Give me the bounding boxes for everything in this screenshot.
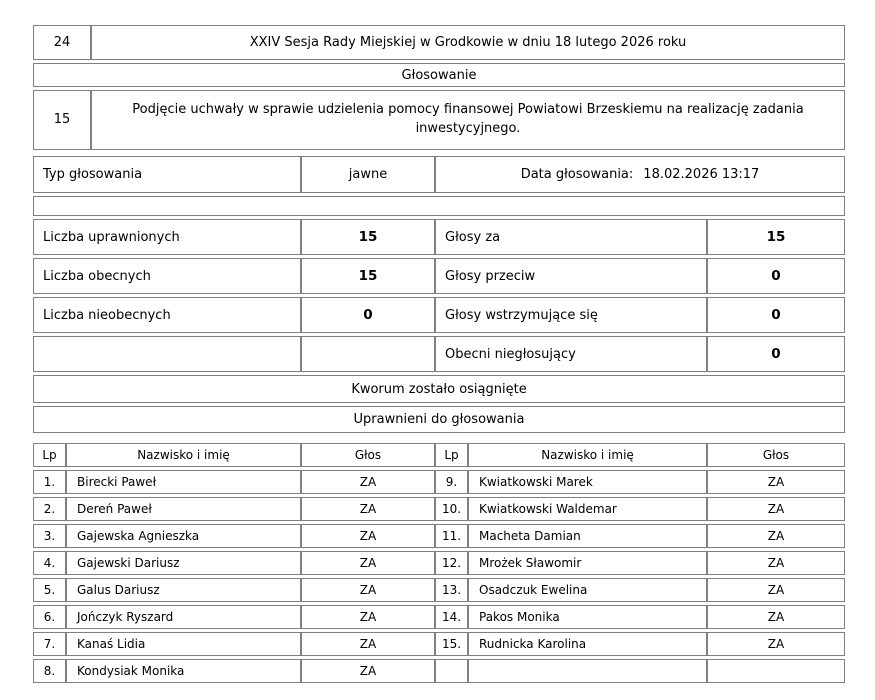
voter-vote: ZA (707, 551, 845, 575)
voter-vote (707, 659, 845, 683)
voter-name: Gajewska Agnieszka (66, 524, 301, 548)
stats-row (33, 219, 845, 255)
voter-vote: ZA (301, 578, 435, 602)
session-row (33, 25, 845, 60)
voter-name: Macheta Damian (468, 524, 707, 548)
stat-label-absent: Liczba nieobecnych (33, 297, 301, 333)
stat-value-present: 15 (301, 258, 435, 294)
stat-label-votes-for: Głosy za (435, 219, 707, 255)
col-header-name-left: Nazwisko i imię (66, 443, 301, 467)
voter-row (33, 578, 845, 602)
agenda-item-description: Podjęcie uchwały w sprawie udzielenia pomocy finansowej Powiatowi Brzeskiemu na realizację zadania inwestycyjnego. (91, 90, 845, 150)
voter-row (33, 632, 845, 656)
voter-number: 11. (435, 524, 468, 548)
agenda-item-number: 15 (33, 90, 91, 150)
voter-name: Pakos Monika (468, 605, 707, 629)
spacer-cell (33, 196, 845, 216)
quorum-row (33, 375, 845, 403)
col-header-vote-right: Głos (707, 443, 845, 467)
stat-label-votes-against: Głosy przeciw (435, 258, 707, 294)
eligible-voters-title: Uprawnieni do głosowania (33, 406, 845, 433)
voter-vote: ZA (301, 497, 435, 521)
voter-number: 10. (435, 497, 468, 521)
voter-vote: ZA (707, 524, 845, 548)
voter-number: 14. (435, 605, 468, 629)
voter-vote: ZA (301, 524, 435, 548)
voter-number: 8. (33, 659, 66, 683)
voter-number: 4. (33, 551, 66, 575)
voting-date-cell (435, 156, 845, 193)
voter-name: Kanaś Lidia (66, 632, 301, 656)
voter-vote: ZA (707, 632, 845, 656)
voter-vote: ZA (707, 605, 845, 629)
spacer-row (33, 196, 845, 216)
voter-number: 9. (435, 470, 468, 494)
voter-number: 13. (435, 578, 468, 602)
stat-value-abstained: 0 (707, 297, 845, 333)
voter-number: 12. (435, 551, 468, 575)
voter-number: 2. (33, 497, 66, 521)
voting-report-document (33, 22, 845, 686)
voting-type-value: jawne (301, 156, 435, 193)
col-header-name-right: Nazwisko i imię (468, 443, 707, 467)
stat-label-present-not-voting: Obecni niegłosujący (435, 336, 707, 372)
voter-row (33, 551, 845, 575)
voter-number: 1. (33, 470, 66, 494)
voter-name: Dereń Paweł (66, 497, 301, 521)
col-header-vote-left: Głos (301, 443, 435, 467)
stats-row (33, 336, 845, 372)
stat-label-present: Liczba obecnych (33, 258, 301, 294)
voter-name: Mrożek Sławomir (468, 551, 707, 575)
stats-row (33, 258, 845, 294)
voting-stats-table (33, 153, 845, 436)
voter-number: 15. (435, 632, 468, 656)
voter-name: Rudnicka Karolina (468, 632, 707, 656)
voter-row (33, 605, 845, 629)
voter-number: 6. (33, 605, 66, 629)
voter-number: 3. (33, 524, 66, 548)
voter-row (33, 470, 845, 494)
stat-value-present-not-voting: 0 (707, 336, 845, 372)
voter-name: Jończyk Ryszard (66, 605, 301, 629)
voters-header-row (33, 443, 845, 467)
voting-section-row (33, 63, 845, 87)
voter-name: Kwiatkowski Waldemar (468, 497, 707, 521)
voter-name: Gajewski Dariusz (66, 551, 301, 575)
voting-type-label: Typ głosowania (33, 156, 301, 193)
voter-name: Kwiatkowski Marek (468, 470, 707, 494)
voter-name (468, 659, 707, 683)
voter-vote: ZA (301, 605, 435, 629)
voter-vote: ZA (301, 470, 435, 494)
voter-name: Kondysiak Monika (66, 659, 301, 683)
voting-date-label: Data głosowania: (520, 167, 634, 182)
stat-label-eligible: Liczba uprawnionych (33, 219, 301, 255)
voter-row (33, 659, 845, 683)
voter-vote: ZA (301, 659, 435, 683)
voters-table (33, 440, 845, 686)
stat-value-eligible: 15 (301, 219, 435, 255)
voter-number: 5. (33, 578, 66, 602)
voting-type-row (33, 156, 845, 193)
voter-name: Osadczuk Ewelina (468, 578, 707, 602)
col-header-lp-right: Lp (435, 443, 468, 467)
stat-value-empty (301, 336, 435, 372)
voter-row (33, 497, 845, 521)
voter-vote: ZA (301, 632, 435, 656)
quorum-status: Kworum zostało osiągnięte (33, 375, 845, 403)
voter-vote: ZA (301, 551, 435, 575)
session-title: XXIV Sesja Rady Miejskiej w Grodkowie w dniu 18 lutego 2026 roku (91, 25, 845, 60)
voter-number: 7. (33, 632, 66, 656)
voter-row (33, 524, 845, 548)
voting-date-value: 18.02.2026 13:17 (643, 167, 760, 182)
voter-name: Birecki Paweł (66, 470, 301, 494)
session-header-table (33, 22, 845, 153)
agenda-item-row (33, 90, 845, 150)
stat-label-empty (33, 336, 301, 372)
voter-vote: ZA (707, 578, 845, 602)
stat-value-votes-against: 0 (707, 258, 845, 294)
col-header-lp-left: Lp (33, 443, 66, 467)
voter-number (435, 659, 468, 683)
eligible-voters-title-row (33, 406, 845, 433)
voter-name: Galus Dariusz (66, 578, 301, 602)
voter-vote: ZA (707, 470, 845, 494)
session-number: 24 (33, 25, 91, 60)
voter-vote: ZA (707, 497, 845, 521)
stat-value-absent: 0 (301, 297, 435, 333)
stat-value-votes-for: 15 (707, 219, 845, 255)
stats-row (33, 297, 845, 333)
stat-label-abstained: Głosy wstrzymujące się (435, 297, 707, 333)
voting-section-title: Głosowanie (33, 63, 845, 87)
